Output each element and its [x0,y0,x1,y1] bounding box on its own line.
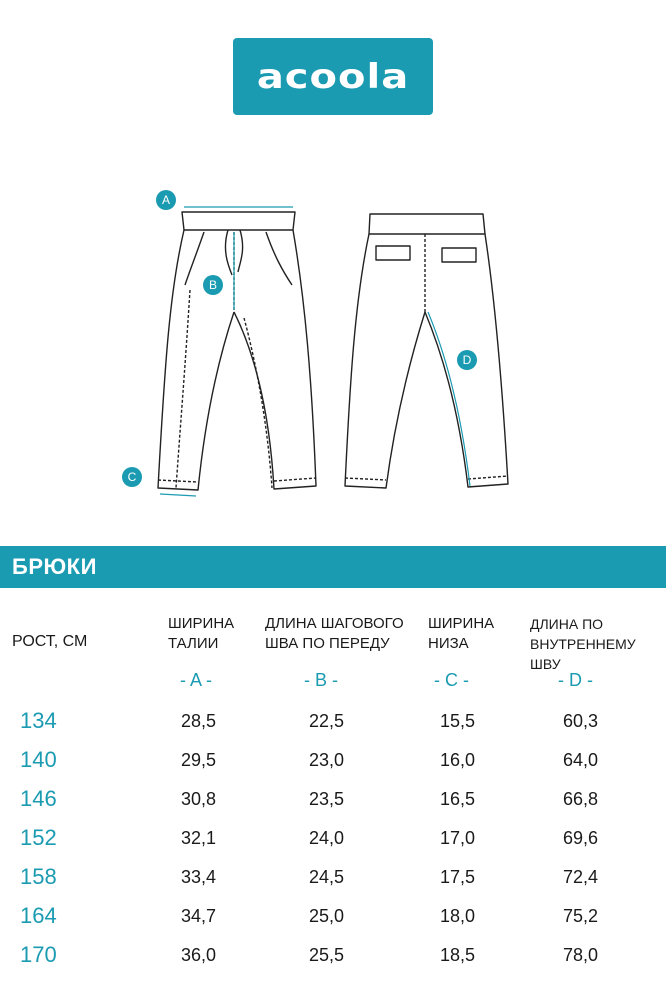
cell-a: 36,0 [181,945,217,965]
cell-a: 32,1 [181,828,217,848]
cell-d: 72,4 [563,867,599,887]
section-title: БРЮКИ [12,554,97,579]
brand-logo [233,38,433,115]
cell-a: 34,7 [181,906,217,926]
cell-d: 64,0 [563,750,599,770]
marker-c-label: C [127,470,137,484]
cell-d: 69,6 [563,828,599,848]
front-right-leg [234,230,316,489]
row-height: 164 [20,903,57,928]
marker-b-label: B [208,278,218,292]
cell-d: 60,3 [563,711,599,731]
row-height: 170 [20,942,57,967]
cell-b: 25,5 [309,945,345,965]
cell-b: 25,0 [309,906,345,926]
cell-c: 16,0 [440,750,476,770]
section-banner [0,546,666,588]
back-hem [345,476,508,480]
marker-d-label: D [462,353,472,367]
cell-c: 18,5 [440,945,476,965]
col-c-code: - C - [434,670,469,690]
col-d-code: - D - [558,670,593,690]
cell-d: 78,0 [563,945,599,965]
col-c-line1: ШИРИНА [428,615,495,632]
cell-d: 66,8 [563,789,599,809]
cell-b: 22,5 [309,711,345,731]
arrow-c [160,494,196,496]
row-height: 134 [20,708,57,733]
pants-diagram [0,170,666,510]
cell-c: 16,5 [440,789,476,809]
col-a-header [168,614,234,654]
back-left-leg [345,234,425,488]
cell-c: 17,0 [440,828,476,848]
cell-a: 29,5 [181,750,217,770]
cell-a: 30,8 [181,789,217,809]
cell-d: 75,2 [563,906,599,926]
front-right-seam [244,318,272,488]
cell-c: 18,0 [440,906,476,926]
back-waistband [369,214,485,234]
col-a-line2: ТАЛИИ [168,635,219,652]
front-left-leg [158,230,234,490]
front-hem [158,478,316,482]
col-a-code: - A - [180,670,213,690]
cell-b: 24,0 [309,828,345,848]
row-height: 140 [20,747,57,772]
row-header: РОСТ, СМ [12,633,88,650]
cell-c: 15,5 [440,711,476,731]
cell-b: 23,0 [309,750,345,770]
col-d-header [530,614,666,674]
cell-a: 33,4 [181,867,217,887]
cell-b: 23,5 [309,789,345,809]
cell-b: 24,5 [309,867,345,887]
front-left-seam [176,290,190,488]
col-a-line1: ШИРИНА [168,615,235,632]
col-b-header [265,614,404,654]
col-b-line1: ДЛИНА ШАГОВОГО [265,615,404,632]
col-d-line2: ВНУТРЕННЕМУ ШВУ [530,636,636,672]
col-d-line1: ДЛИНА ПО [530,616,604,632]
row-height: 158 [20,864,57,889]
col-b-line2: ШВА ПО ПЕРЕДУ [265,635,390,652]
cell-a: 28,5 [181,711,217,731]
row-height: 146 [20,786,57,811]
front-right-pocket [266,232,292,285]
front-waistband [182,212,295,230]
brand-logo-text: acoola [256,56,410,97]
col-b-code: - B - [304,670,338,690]
col-c-line2: НИЗА [428,635,469,652]
marker-a-label: A [161,193,171,207]
cell-c: 17,5 [440,867,476,887]
col-c-header [428,614,494,654]
row-height: 152 [20,825,57,850]
back-left-pocket [376,246,410,260]
back-right-pocket [442,248,476,262]
front-left-pocket [185,232,204,285]
